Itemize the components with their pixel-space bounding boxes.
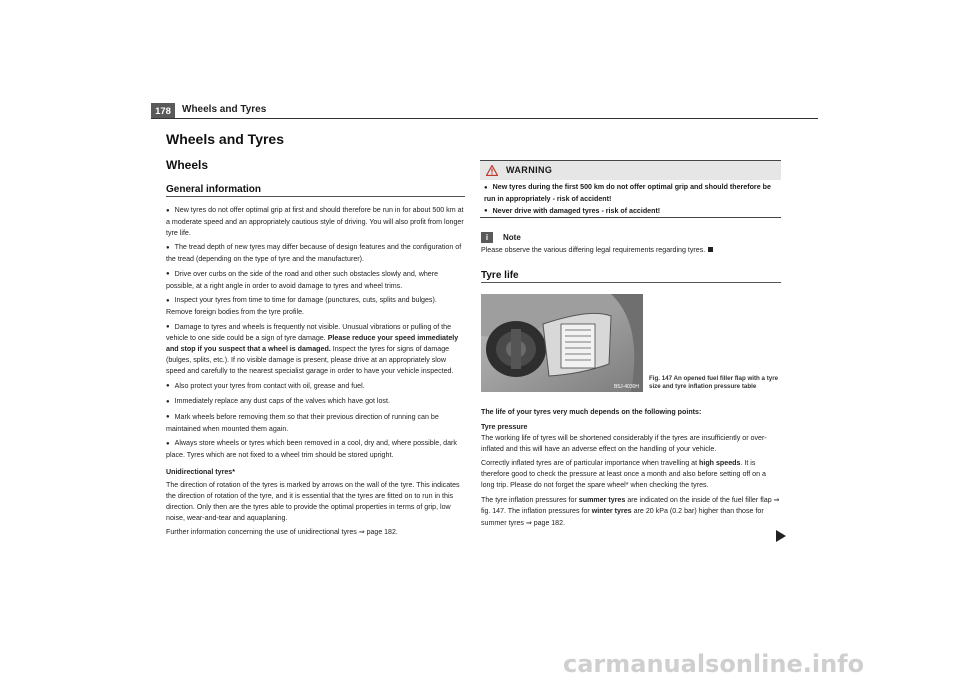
inflation-text-2: are indicated on the inside of the fuel filler flap bbox=[627, 495, 772, 504]
watermark: carmanualsonline.info bbox=[563, 650, 865, 678]
running-head: Wheels and Tyres bbox=[182, 104, 267, 115]
bullet-item: ● Immediately replace any dust caps of the valves which have got lost. bbox=[166, 396, 465, 408]
right-column bbox=[481, 407, 781, 534]
left-column bbox=[166, 205, 465, 543]
warning-item: ● Never drive with damaged tyres - risk of accident! bbox=[484, 206, 780, 218]
winter-tyres-text: winter tyres bbox=[591, 507, 632, 516]
page-link[interactable]: ⇒ page 182. bbox=[525, 520, 565, 528]
warning-triangle-icon bbox=[486, 165, 498, 176]
note-body bbox=[481, 246, 713, 254]
tyre-pressure-heading: Tyre pressure bbox=[481, 422, 528, 431]
bullet-item: ● Mark wheels before removing them so that their previous direction of running can be maintained when mounted them again. bbox=[166, 412, 465, 435]
bullet-item: ● The tread depth of new tyres may differ because of design features and the configuration of the tread (depending on the type of tyre and the manufacturer). bbox=[166, 242, 465, 265]
damage-text: Damage to tyres and wheels is frequently not visible. Unusual vibrations or pulling of the vehicle to one side could be a sign of tyre damage. bbox=[166, 322, 452, 343]
bullet-item: ● Drive over curbs on the side of the road and other such obstacles slowly and, where possible, at a right angle in order to avoid damage to tyres and wheel trims. bbox=[166, 269, 465, 292]
page-number: 178 bbox=[151, 103, 175, 119]
warning-item: ● New tyres during the first 500 km do not offer optimal grip and should therefore be run in appropriately - risk of accident! bbox=[484, 182, 780, 205]
tyre-pressure-text: The working life of tyres will be shortened considerably if the tyres are insufficiently or over-inflated and this will have an adverse effect on the handling of your vehicle. bbox=[481, 433, 767, 453]
further-text: Further information concerning the use of unidirectional tyres bbox=[166, 528, 357, 536]
note-text: Please observe the various differing legal requirements regarding tyres. bbox=[481, 246, 706, 254]
bullet-item: ● Always store wheels or tyres which been removed in a cool, dry and, where possible, dark place. Tyres which are not fixed to a wheel trim should be stored upright. bbox=[166, 438, 465, 461]
inflation-text-4: are 20 kPa (0.2 bar) higher than those for summer tyres bbox=[481, 507, 764, 528]
speed-text: Correctly inflated tyres are of particular importance when travelling at bbox=[481, 459, 698, 468]
speed-bold-text: high speeds bbox=[699, 459, 741, 468]
bullet-item: ● New tyres do not offer optimal grip at first and should therefore be run in for about 500 km at a moderate speed and an appropriately cautious style of driving. You will also profit from longer tyre life. bbox=[166, 205, 465, 239]
warning-body bbox=[484, 182, 780, 219]
damage-text-2: Inspect the tyres for signs of damage (bulges, splits, etc.). If no visible damage is present, please drive at an appropriately slow speed and carefully to the nearest specialist garage in order to have your vehicle inspected. bbox=[166, 345, 454, 376]
bullet-item-damage bbox=[166, 322, 465, 378]
unidirectional-text: The direction of rotation of the tyres is marked by arrows on the wall of the tyre. This indicates the direction of rotation of the tyre, and it is essential that the tyres are fitted on to run in this direction. Only then are the tyres able to provide the optimal properties in terms of grip, low noise, wear-and-tear and aquaplaning. bbox=[166, 480, 460, 522]
bullet-item: ● Inspect your tyres from time to time for damage (punctures, cuts, splits and bulges). Remove foreign bodies from the tyre profile. bbox=[166, 295, 465, 318]
unidirectional-heading: Unidirectional tyres* bbox=[166, 467, 235, 476]
general-info-heading: General information bbox=[166, 184, 262, 195]
tyre-life-heading: Tyre life bbox=[481, 270, 519, 281]
chapter-title: Wheels and Tyres bbox=[166, 131, 285, 147]
section-title: Wheels bbox=[166, 158, 209, 172]
end-mark-icon bbox=[708, 247, 713, 252]
page-link[interactable]: ⇒ page 182. bbox=[358, 529, 398, 536]
note-info-icon: i bbox=[481, 232, 493, 243]
tyre-life-intro: The life of your tyres very much depends on the following points: bbox=[481, 408, 702, 416]
warning-title: WARNING bbox=[506, 165, 553, 175]
speed-text-2: . It is therefore good to check the pressure at least once a month and also before setting off on a long trip. Please do not forget the spare wheel* when checking the tyres. bbox=[481, 459, 766, 490]
summer-tyres-text: summer tyres bbox=[578, 495, 626, 504]
further-info-text bbox=[166, 527, 465, 539]
tyre-life-rule bbox=[481, 282, 781, 283]
inflation-paragraph bbox=[481, 495, 781, 531]
figure-code: B5J-4030H bbox=[613, 384, 639, 390]
high-speed-paragraph bbox=[481, 458, 781, 491]
general-info-rule bbox=[166, 196, 465, 197]
header-rule bbox=[151, 118, 818, 119]
bullet-item: ● Also protect your tyres from contact with oil, grease and fuel. bbox=[166, 381, 465, 393]
inflation-text: The tyre inflation pressures for bbox=[481, 495, 577, 504]
figure-caption: Fig. 147 An opened fuel filler flap with a tyre size and tyre inflation pressure table bbox=[649, 375, 779, 390]
note-title: Note bbox=[503, 233, 521, 242]
next-page-arrow-icon[interactable] bbox=[776, 530, 786, 542]
figure-link[interactable]: ⇒ fig. 147 bbox=[481, 496, 780, 516]
damage-bold-text: Please reduce your speed immediately and stop if you suspect that a wheel is damaged. bbox=[166, 334, 459, 354]
fuel-filler-flap-figure bbox=[481, 294, 643, 392]
warning-box bbox=[480, 160, 781, 218]
inflation-text-3: . The inflation pressures for bbox=[503, 507, 590, 516]
